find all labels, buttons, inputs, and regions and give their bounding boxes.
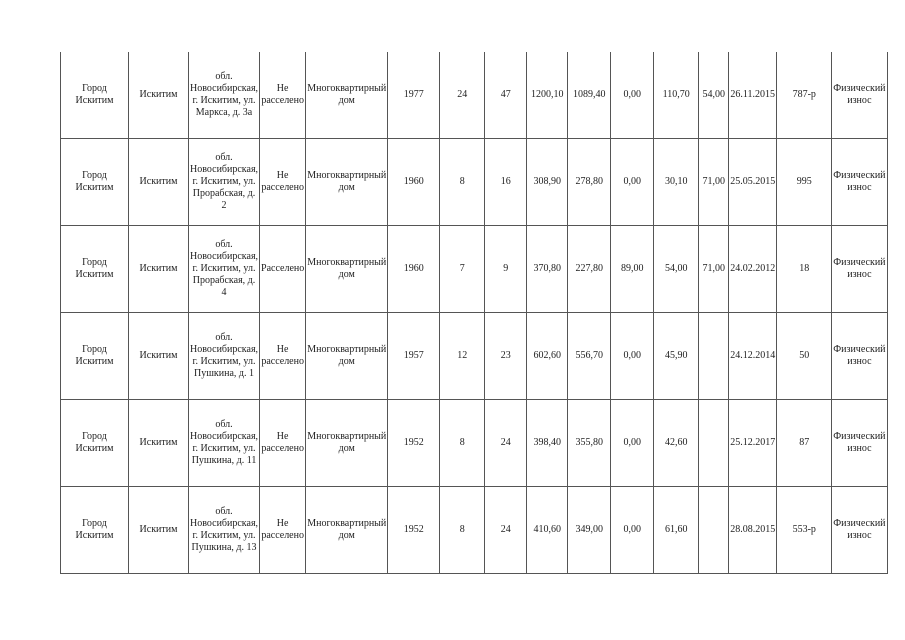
- cell-col8: 24: [485, 400, 527, 487]
- cell-col8: 9: [485, 226, 527, 313]
- cell-area-living: 278,80: [568, 139, 611, 226]
- cell-area-common: 30,10: [654, 139, 699, 226]
- cell-reason: Физический износ: [832, 487, 887, 574]
- cell-area-other: 0,00: [611, 400, 654, 487]
- table-row: [61, 400, 888, 487]
- cell-doc: 50: [777, 313, 832, 400]
- cell-col7: 24: [440, 52, 485, 139]
- cell-doc: 995: [777, 139, 832, 226]
- cell-area-other: 0,00: [611, 139, 654, 226]
- table-row: [61, 487, 888, 574]
- cell-year: 1952: [388, 400, 440, 487]
- cell-type: Многоквартирный дом: [306, 226, 388, 313]
- cell-wear: 71,00: [699, 226, 729, 313]
- cell-area-total: 398,40: [527, 400, 568, 487]
- cell-col8: 24: [485, 487, 527, 574]
- cell-date: 25.12.2017: [729, 400, 777, 487]
- table-row: [61, 139, 888, 226]
- cell-area-common: 45,90: [654, 313, 699, 400]
- cell-col8: 47: [485, 52, 527, 139]
- cell-year: 1977: [388, 52, 440, 139]
- cell-year: 1952: [388, 487, 440, 574]
- cell-area-other: 0,00: [611, 52, 654, 139]
- cell-date: 25.05.2015: [729, 139, 777, 226]
- cell-area-common: 110,70: [654, 52, 699, 139]
- cell-area-total: 308,90: [527, 139, 568, 226]
- data-table: [60, 52, 888, 574]
- cell-type: Многоквартирный дом: [306, 52, 388, 139]
- cell-col7: 8: [440, 487, 485, 574]
- cell-reason: Физический износ: [832, 139, 887, 226]
- cell-date: 24.02.2012: [729, 226, 777, 313]
- cell-area-other: 0,00: [611, 313, 654, 400]
- cell-doc: 787-р: [777, 52, 832, 139]
- cell-area-common: 54,00: [654, 226, 699, 313]
- cell-wear: 71,00: [699, 139, 729, 226]
- cell-district: Искитим: [129, 226, 189, 313]
- cell-address: обл. Новосибирская, г. Искитим, ул. Прорабская, д. 2: [189, 139, 260, 226]
- cell-type: Многоквартирный дом: [306, 139, 388, 226]
- cell-reason: Физический износ: [832, 313, 887, 400]
- cell-col7: 8: [440, 139, 485, 226]
- cell-district: Искитим: [129, 313, 189, 400]
- cell-city: Город Искитим: [61, 487, 129, 574]
- cell-col7: 8: [440, 400, 485, 487]
- housing-registry-table: [60, 52, 888, 574]
- cell-city: Город Искитим: [61, 52, 129, 139]
- cell-area-common: 42,60: [654, 400, 699, 487]
- cell-address: обл. Новосибирская, г. Искитим, ул. Пушкина, д. 13: [189, 487, 260, 574]
- cell-type: Многоквартирный дом: [306, 313, 388, 400]
- cell-address: обл. Новосибирская, г. Искитим, ул. Маркса, д. 3а: [189, 52, 260, 139]
- cell-col8: 16: [485, 139, 527, 226]
- cell-wear: [699, 487, 729, 574]
- cell-date: 24.12.2014: [729, 313, 777, 400]
- cell-date: 26.11.2015: [729, 52, 777, 139]
- cell-reason: Физический износ: [832, 226, 887, 313]
- cell-district: Искитим: [129, 487, 189, 574]
- cell-city: Город Искитим: [61, 226, 129, 313]
- cell-address: обл. Новосибирская, г. Искитим, ул. Пушкина, д. 11: [189, 400, 260, 487]
- cell-type: Многоквартирный дом: [306, 400, 388, 487]
- cell-status: Расселено: [260, 226, 306, 313]
- cell-doc: 18: [777, 226, 832, 313]
- cell-year: 1960: [388, 226, 440, 313]
- cell-col7: 7: [440, 226, 485, 313]
- cell-district: Искитим: [129, 139, 189, 226]
- cell-col7: 12: [440, 313, 485, 400]
- cell-doc: 553-р: [777, 487, 832, 574]
- cell-area-living: 556,70: [568, 313, 611, 400]
- cell-col8: 23: [485, 313, 527, 400]
- cell-area-total: 1200,10: [527, 52, 568, 139]
- cell-date: 28.08.2015: [729, 487, 777, 574]
- table-row: [61, 226, 888, 313]
- cell-status: Не расселено: [260, 487, 306, 574]
- cell-wear: [699, 313, 729, 400]
- cell-area-total: 602,60: [527, 313, 568, 400]
- cell-status: Не расселено: [260, 52, 306, 139]
- cell-city: Город Искитим: [61, 139, 129, 226]
- cell-wear: [699, 400, 729, 487]
- cell-district: Искитим: [129, 400, 189, 487]
- cell-city: Город Искитим: [61, 313, 129, 400]
- cell-type: Многоквартирный дом: [306, 487, 388, 574]
- cell-year: 1957: [388, 313, 440, 400]
- cell-area-living: 349,00: [568, 487, 611, 574]
- cell-year: 1960: [388, 139, 440, 226]
- table-row: [61, 313, 888, 400]
- cell-area-living: 1089,40: [568, 52, 611, 139]
- cell-area-other: 0,00: [611, 487, 654, 574]
- cell-area-living: 227,80: [568, 226, 611, 313]
- table-row: [61, 52, 888, 139]
- cell-status: Не расселено: [260, 400, 306, 487]
- cell-area-common: 61,60: [654, 487, 699, 574]
- cell-wear: 54,00: [699, 52, 729, 139]
- cell-area-total: 410,60: [527, 487, 568, 574]
- cell-address: обл. Новосибирская, г. Искитим, ул. Прорабская, д. 4: [189, 226, 260, 313]
- cell-doc: 87: [777, 400, 832, 487]
- cell-status: Не расселено: [260, 313, 306, 400]
- cell-address: обл. Новосибирская, г. Искитим, ул. Пушкина, д. 1: [189, 313, 260, 400]
- cell-reason: Физический износ: [832, 400, 887, 487]
- cell-area-total: 370,80: [527, 226, 568, 313]
- cell-district: Искитим: [129, 52, 189, 139]
- cell-area-living: 355,80: [568, 400, 611, 487]
- cell-area-other: 89,00: [611, 226, 654, 313]
- cell-status: Не расселено: [260, 139, 306, 226]
- cell-reason: Физический износ: [832, 52, 887, 139]
- cell-city: Город Искитим: [61, 400, 129, 487]
